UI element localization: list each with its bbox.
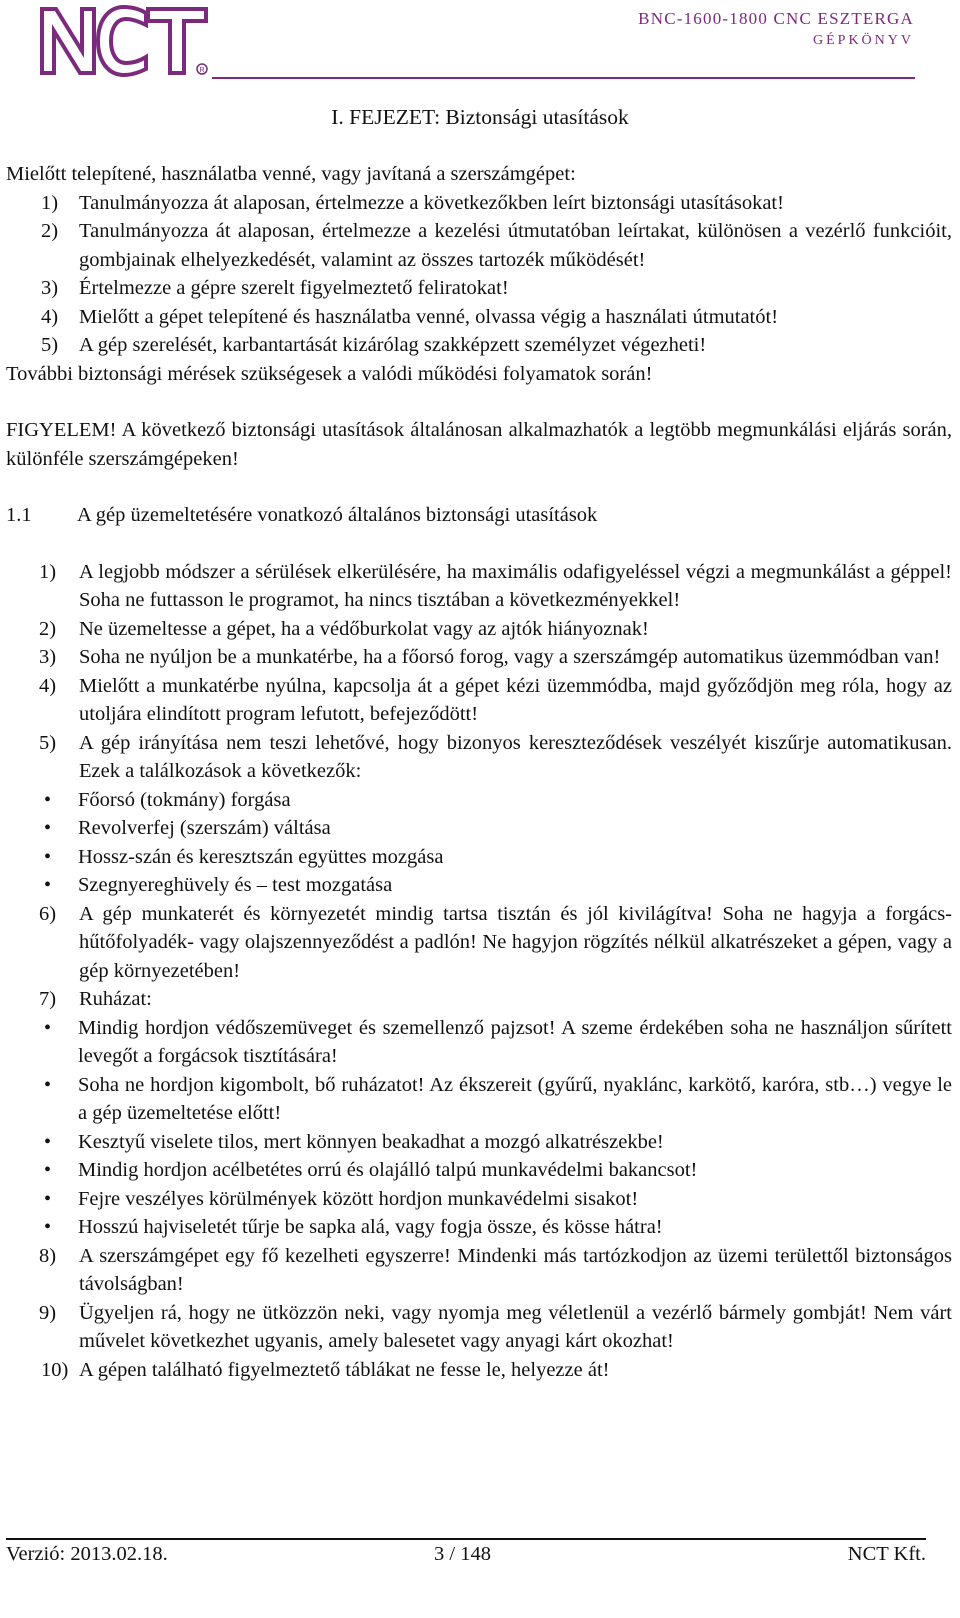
- intro-list: [6, 189, 956, 360]
- list-item: 6) A gép munkaterét és környezetét mindig tartsa tisztán és jól kivilágítva! Soha ne hagyja a forgács- hűtőfolyadék- vagy olajszennyeződést a padlón! Ne hagyjon rögzítés nélkül alkatrészeket a gépen, vagy a gép környezetében!: [39, 902, 952, 982]
- list-item: 1) A legjobb módszer a sérülések elkerülésére, ha maximális odafigyeléssel végzi a megmunkálást a géppel! Soha ne futtasson le programot, ha nincs tisztában a következményekkel!: [39, 560, 952, 611]
- section-heading: [6, 501, 956, 530]
- list-item: 2) Tanulmányozza át alaposan, értelmezze a kezelési útmutatóban leírtakat, különösen a vezérlő funkcióit, gombjainak elhelyezkedését, valamint az összes tartozék működését!: [41, 220, 952, 271]
- warning-paragraph: FIGYELEM! A következő biztonsági utasítások általánosan alkalmazhatók a legtöbb megmunkálási eljárás során, különféle szerszámgépeken!: [6, 419, 952, 470]
- safety-list: [6, 558, 956, 1385]
- chapter-title: I. FEJEZET: Biztonsági utasítások: [331, 105, 629, 129]
- footer-page-number: 3 / 148: [434, 1543, 491, 1565]
- document-title-line2: GÉPKÖNYV: [813, 33, 914, 48]
- list-item: 7) Ruházat: • Mindig hordjon védőszemüveget és szemellenző pajzsot! A szeme érdekében soha ne használjon sűrített levegőt a forgácsok tisztítására! • Soha ne hordjon kigombolt, bő ruházatot! Az ékszereit (gyűrű, nyaklánc, karkötő, karóra, stb…) vegye le a gép üzemeltetése előtt! • Kesztyű viselete tilos, mert könnyen beakadhat a mozgó alkatrészekbe! • Mindig hordjon acélbetétes orrú és olajálló talpú munkavédelmi bakancsot! • Fejre veszélyes körülmények között hordjon munkavédelmi sisakot! • Hosszú hajviseletét tűrje be sapka alá, vagy fogja össze, és kösse hátra!: [6, 985, 952, 1242]
- document-title: [638, 8, 914, 52]
- list-item: 9) Ügyeljen rá, hogy ne ütközzön neki, vagy nyomja meg véletlenül a vezérlő bármely gombját! Nem várt művelet következhet ugyanis, amely balesetet vagy anyagi kárt okozhat!: [39, 1301, 952, 1352]
- list-item: 4) Mielőtt a gépet telepítené és használatba venné, olvassa végig a használati útmutatót!: [41, 305, 779, 328]
- list-item: 2) Ne üzemeltesse a gépet, ha a védőburkolat vagy az ajtók hiányoznak!: [39, 617, 649, 640]
- list-item: 5) A gép irányítása nem teszi lehetővé, hogy bizonyos kereszteződések veszélyét kiszűrje automatikusan. Ezek a találkozások a következők: • Főorsó (tokmány) forgása • Revolverfej (szerszám) váltása • Hossz-szán és keresztszán együttes mozgása • Szegnyereghüvely és – test mozgatása: [6, 729, 952, 900]
- list-item: 1) Tanulmányozza át alaposan, értelmezze a következőkben leírt biztonsági utasításokat!: [41, 191, 784, 214]
- bullet-item: • Kesztyű viselete tilos, mert könnyen beakadhat a mozgó alkatrészekbe!: [6, 1128, 952, 1157]
- nct-logo: [38, 3, 213, 77]
- list-item: 3) Értelmezze a gépre szerelt figyelmeztető feliratokat!: [41, 277, 509, 299]
- list-item: 5) A gép szerelését, karbantartását kizárólag szakképzett személyzet végezheti!: [41, 334, 707, 356]
- bullet-item: • Revolverfej (szerszám) váltása: [6, 814, 952, 843]
- bullet-item: • Fejre veszélyes körülmények között hordjon munkavédelmi sisakot!: [6, 1185, 952, 1214]
- document-title-line1: BNC-1600-1800 CNC ESZTERGA: [638, 9, 914, 28]
- section-title: A gép üzemeltetésére vonatkozó általános biztonsági utasítások: [77, 504, 598, 526]
- clothing-bullets: [6, 1014, 952, 1242]
- intro-lead: Mielőtt telepítené, használatba venné, vagy javítaná a szerszámgépet:: [6, 163, 576, 185]
- footer-version: Verzió: 2013.02.18.: [6, 1543, 168, 1565]
- intro-closing: További biztonsági mérések szükségesek a valódi működési folyamatok során!: [6, 362, 653, 385]
- page-content: [6, 160, 956, 1384]
- list-item: 3) Soha ne nyúljon be a munkatérbe, ha a főorsó forog, vagy a szerszámgép automatikus üzemmódban van!: [39, 646, 941, 668]
- list-item: 4) Mielőtt a munkatérbe nyúlna, kapcsolja át a gépet kézi üzemmódba, majd győződjön meg róla, hogy az utoljára elindított program lefutott, befejeződött!: [39, 674, 952, 725]
- section-number: 1.1: [6, 504, 32, 526]
- bullet-item: • Hossz-szán és keresztszán együttes mozgása: [6, 843, 952, 872]
- bullet-item: • Főorsó (tokmány) forgása: [6, 786, 952, 815]
- bullet-item: • Szegnyereghüvely és – test mozgatása: [6, 871, 952, 900]
- svg-text:R: R: [199, 67, 205, 74]
- bullet-item: • Soha ne hordjon kigombolt, bő ruházatot! Az ékszereit (gyűrű, nyaklánc, karkötő, karóra, stb…) vegye le a gép üzemeltetése előtt!: [6, 1071, 952, 1128]
- list-item: 8) A szerszámgépet egy fő kezelheti egyszerre! Mindenki más tartózkodjon az üzemi területtől biztonságos távolságban!: [39, 1244, 952, 1295]
- bullet-item: • Hosszú hajviseletét tűrje be sapka alá, vagy fogja össze, és kösse hátra!: [6, 1213, 952, 1242]
- bullet-item: • Mindig hordjon védőszemüveget és szemellenző pajzsot! A szeme érdekében soha ne használjon sűrített levegőt a forgácsok tisztítására!: [6, 1014, 952, 1071]
- page-header: [0, 0, 960, 80]
- bullet-item: • Mindig hordjon acélbetétes orrú és olajálló talpú munkavédelmi bakancsot!: [6, 1156, 952, 1185]
- footer-company: NCT Kft.: [847, 1543, 926, 1565]
- footer-rule: [6, 1538, 926, 1540]
- interaction-bullets: [6, 786, 952, 900]
- header-rule: [212, 77, 915, 79]
- list-item: 10) A gépen található figyelmeztető táblákat ne fesse le, helyezze át!: [41, 1358, 610, 1381]
